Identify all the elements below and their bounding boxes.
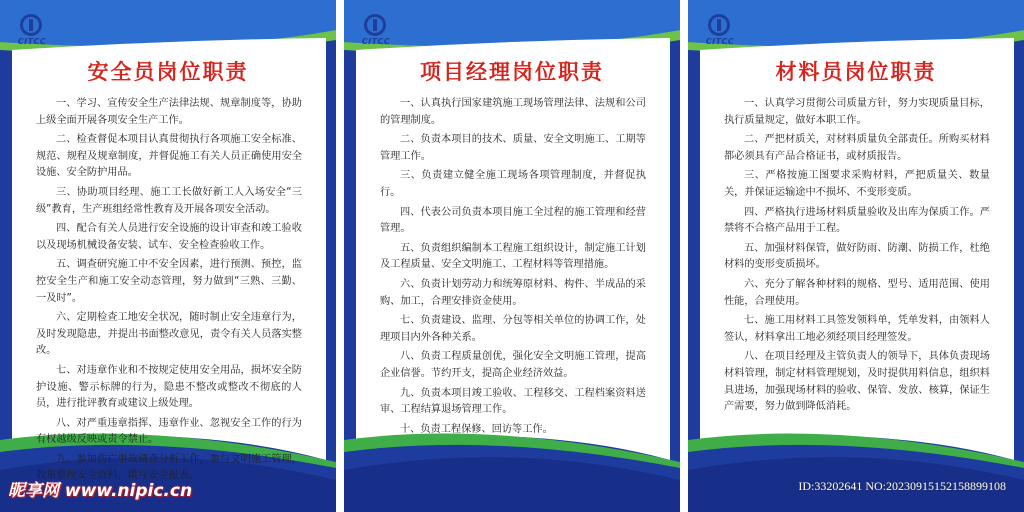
duty-list bbox=[724, 96, 990, 419]
duty-item: 七、负责建设、监理、分包等相关单位的协调工作，处理项目内外各种关系。 bbox=[380, 315, 646, 343]
duty-item: 二、检查督促本项目认真贯彻执行各项施工安全标准、规范、规程及规章制度，并督促施工有关人员正确使用安全设施、安全防护用品。 bbox=[36, 134, 302, 179]
duty-item: 二、严把材质关，对材料质量负全部责任。所购买材料都必须具有产品合格证书，或材质报告。 bbox=[724, 134, 990, 162]
duty-item: 一、认真执行国家建筑施工现场管理法律、法规和公司的管理制度。 bbox=[380, 98, 646, 126]
duty-item: 十、负责工程保修、回访等工作。 bbox=[400, 423, 553, 435]
duty-item: 六、负责计划劳动力和统筹原材料、构件、半成品的采购、加工，合理安排资金使用。 bbox=[380, 278, 646, 307]
logo-text: CITCC bbox=[361, 37, 391, 46]
duty-item: 八、对严重违章指挥、违章作业、忽视安全工作的行为有权越级反映或责令禁止。 bbox=[36, 417, 302, 446]
watermark-id: ID:33202641 NO:20230915152158899108 bbox=[798, 479, 1006, 493]
panel-title: 项目经理岗位职责 bbox=[420, 60, 604, 84]
duty-item: 九、参加伤亡事故调查分析工作，参与文明施工管理，收集整理安全资料，填写安全报表。 bbox=[36, 453, 302, 482]
duty-item: 九、负责本项目竣工验收、工程移交、工程档案资料送审、工程结算退场管理工作。 bbox=[380, 387, 646, 416]
poster-panel-safety bbox=[0, 0, 336, 512]
company-logo bbox=[14, 14, 50, 50]
duty-item: 一、认真学习贯彻公司质量方针，努力实现质量目标，执行质量规定，做好本职工作。 bbox=[724, 98, 990, 126]
duty-item: 八、在项目经理及主管负责人的领导下，具体负责现场材料管理，制定材料管理规划，及时提供用料信息，组织料具进场，加强现场材料的验收、保管、发放、核算，保证生产需要，努力做到降低消耗。 bbox=[724, 351, 990, 413]
duty-item: 四、严格执行进场材料质量验收及出库为保质工作。严禁将不合格产品用于工程。 bbox=[724, 206, 990, 235]
poster-panel-project-manager bbox=[344, 0, 680, 512]
duty-item: 七、对违章作业和不按规定使用安全用品，损坏安全防护设施、警示标牌的行为，隐患不整改或整改不彻底的人员，进行批评教育或建议上级处理。 bbox=[36, 364, 302, 410]
company-logo bbox=[358, 14, 394, 50]
logo-text: CITCC bbox=[705, 37, 735, 46]
duty-item: 五、调查研究施工中不安全因素，进行预测、预控，监控安全生产和施工安全动态管理，努力做到“三熟、三勤、一及时”。 bbox=[36, 259, 302, 304]
company-logo bbox=[702, 14, 738, 50]
panel-title: 安全员岗位职责 bbox=[87, 60, 249, 84]
poster-panel-materials bbox=[688, 0, 1024, 512]
logo-text: CITCC bbox=[17, 37, 47, 46]
duty-item: 三、协助项目经理、施工工长做好新工人入场安全“三级”教育，生产班组经常性教育及开展各项安全活动。 bbox=[36, 186, 302, 215]
duty-item: 六、充分了解各种材料的规格、型号、适用范围、使用性能，合理使用。 bbox=[724, 278, 990, 307]
duty-item: 三、严格按施工图要求采购材料，严把质量关、数量关，并保证运输途中不损坏、不变形变质。 bbox=[724, 170, 990, 198]
duty-item: 七、施工用材料工具签发领料单，凭单发料，由领料人签认，材料拿出工地必须经项目经理签发。 bbox=[724, 315, 990, 343]
duty-item: 五、负责组织编制本工程施工组织设计，制定施工计划及工程质量、安全文明施工、工程材料等管理措施。 bbox=[380, 242, 646, 271]
duty-item: 一、学习、宣传安全生产法律法规、规章制度等，协助上级全面开展各项安全生产工作。 bbox=[36, 98, 302, 126]
duty-list bbox=[36, 96, 302, 488]
panel-title: 材料员岗位职责 bbox=[775, 60, 937, 84]
duty-list bbox=[380, 96, 646, 441]
duty-item: 四、代表公司负责本项目施工全过程的施工管理和经营管理。 bbox=[380, 206, 646, 235]
duty-item: 五、加强材料保管，做好防雨、防潮、防损工作，杜绝材料的变形变质损坏。 bbox=[724, 242, 990, 271]
duty-item: 二、负责本项目的技术、质量、安全文明施工、工期等管理工作。 bbox=[380, 134, 646, 162]
duty-item: 八、负责工程质量创优，强化安全文明施工管理，提高企业信誉。节约开支，提高企业经济效益。 bbox=[380, 351, 646, 379]
watermark-site: 昵享网 www.nipic.cn bbox=[8, 481, 193, 501]
duty-item: 三、负责建立健全施工现场各项管理制度，并督促执行。 bbox=[380, 170, 646, 198]
duty-item: 六、定期检查工地安全状况，随时制止安全违章行为，及时发现隐患，并提出书面整改意见，责令有关人员落实整改。 bbox=[36, 312, 302, 357]
duty-item: 四、配合有关人员进行安全设施的设计审查和竣工验收以及现场机械设备安装、试车、安全检查验收工作。 bbox=[36, 223, 302, 251]
